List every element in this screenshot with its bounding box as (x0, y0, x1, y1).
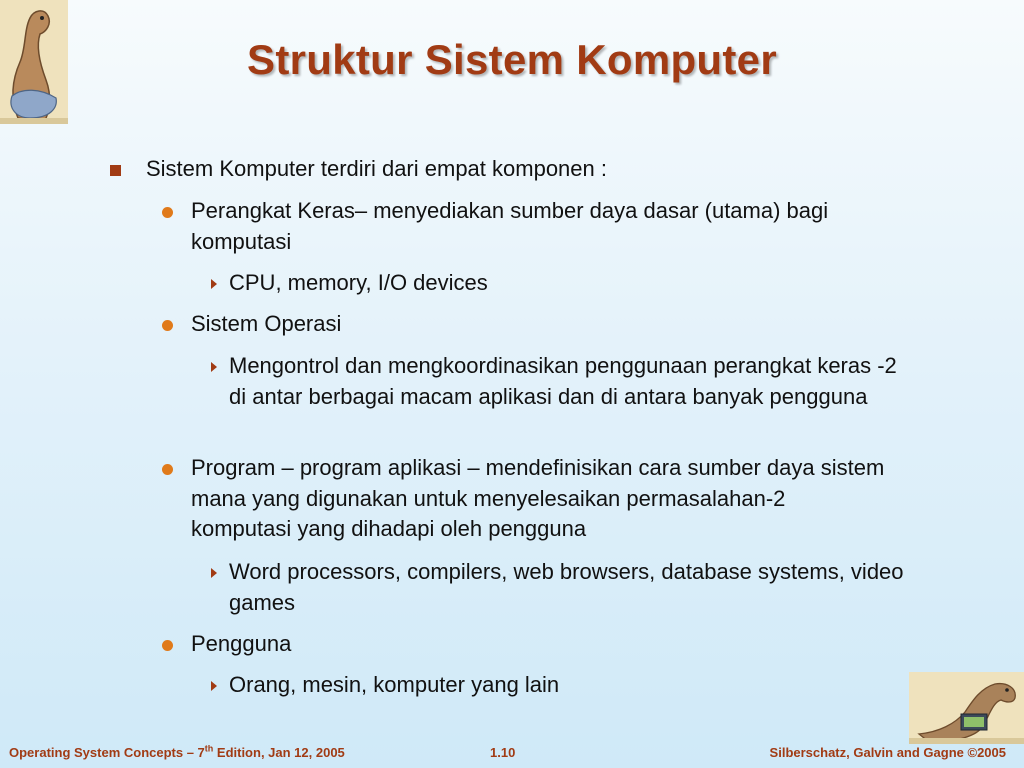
slide-number: 1.10 (490, 745, 516, 760)
footer-book-title (9, 745, 345, 760)
triangle-bullet-icon (211, 362, 217, 372)
footer-book-title-suffix: Edition, Jan 12, 2005 (213, 745, 345, 760)
bullet-item-level2: Program – program aplikasi – mendefinisikan cara sumber daya sistem mana yang digunakan untuk menyelesaikan permasalahan-2 komputasi yang dihadapi oleh pengguna (191, 455, 885, 541)
square-bullet-icon (110, 165, 121, 176)
dot-bullet-icon (162, 640, 173, 651)
bullet-item-level2: Pengguna (191, 631, 292, 656)
bullet-item-level3: CPU, memory, I/O devices (229, 270, 488, 295)
dot-bullet-icon (162, 320, 173, 331)
bullet-item-level2: Perangkat Keras– menyediakan sumber daya dasar (utama) bagi komputasi (191, 198, 829, 254)
footer-authors: Silberschatz, Galvin and Gagne ©2005 (769, 745, 1006, 760)
triangle-bullet-icon (211, 279, 217, 289)
dot-bullet-icon (162, 207, 173, 218)
bullet-item-level3: Word processors, compilers, web browsers, database systems, video games (229, 559, 904, 615)
bullet-item-level2: Sistem Operasi (191, 311, 342, 336)
triangle-bullet-icon (211, 568, 217, 578)
footer-edition-superscript: th (204, 743, 214, 754)
bullet-item-level3: Mengontrol dan mengkoordinasikan penggunaan perangkat keras -2 di antar berbagai macam aplikasi dan di antara banyak pengguna (229, 353, 897, 409)
dot-bullet-icon (162, 464, 173, 475)
bullet-item-level3: Orang, mesin, komputer yang lain (229, 672, 560, 697)
triangle-bullet-icon (211, 681, 217, 691)
bullet-item-level1: Sistem Komputer terdiri dari empat komponen : (146, 156, 607, 181)
slide-title: Struktur Sistem Komputer (247, 36, 777, 83)
footer-book-title-prefix: Operating System Concepts – 7 (9, 745, 205, 760)
